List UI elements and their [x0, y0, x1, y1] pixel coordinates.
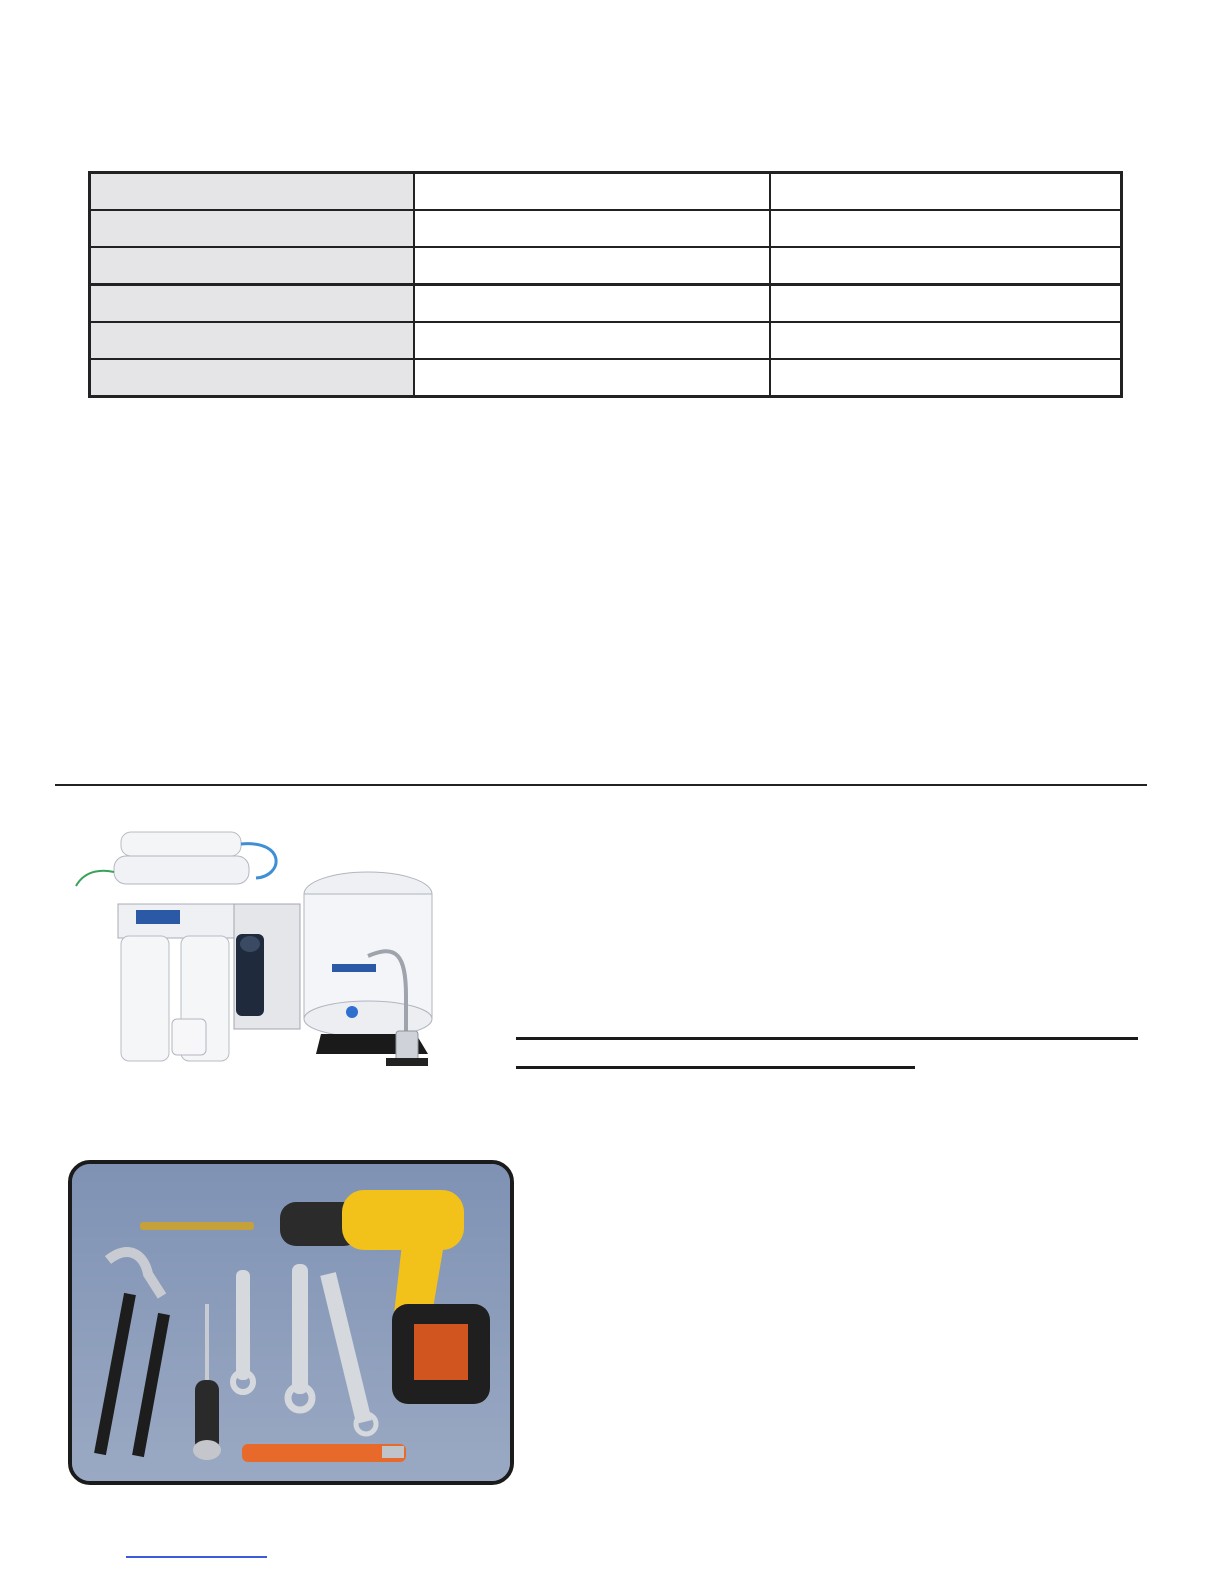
table-cell	[770, 247, 1122, 285]
table-cell	[414, 285, 770, 323]
row-label	[90, 247, 415, 285]
table-row	[90, 322, 1122, 359]
table-row	[90, 247, 1122, 285]
table-cell	[414, 359, 770, 397]
table-cell	[414, 173, 770, 211]
table-cell	[770, 173, 1122, 211]
tools-illustration	[72, 1164, 510, 1481]
table-cell	[414, 247, 770, 285]
row-label	[90, 285, 415, 323]
row-label	[90, 359, 415, 397]
underline-rule	[516, 1037, 1138, 1040]
table-cell	[770, 210, 1122, 247]
table-row	[90, 210, 1122, 247]
row-label	[90, 322, 415, 359]
table-cell	[414, 322, 770, 359]
table-row	[90, 173, 1122, 211]
table-row	[90, 285, 1122, 323]
footer-link-underline[interactable]	[126, 1556, 267, 1558]
table-row	[90, 359, 1122, 397]
row-label	[90, 173, 415, 211]
installation-tools-photo	[68, 1160, 514, 1485]
utility-knife-icon	[242, 1444, 406, 1462]
table-cell	[770, 285, 1122, 323]
underline-rule	[516, 1066, 915, 1069]
table-cell	[414, 210, 770, 247]
row-label	[90, 210, 415, 247]
table-cell	[770, 322, 1122, 359]
table-cell	[770, 359, 1122, 397]
section-divider	[55, 784, 1147, 786]
reverse-osmosis-system-illustration	[66, 826, 458, 1071]
specification-table	[88, 171, 1123, 398]
